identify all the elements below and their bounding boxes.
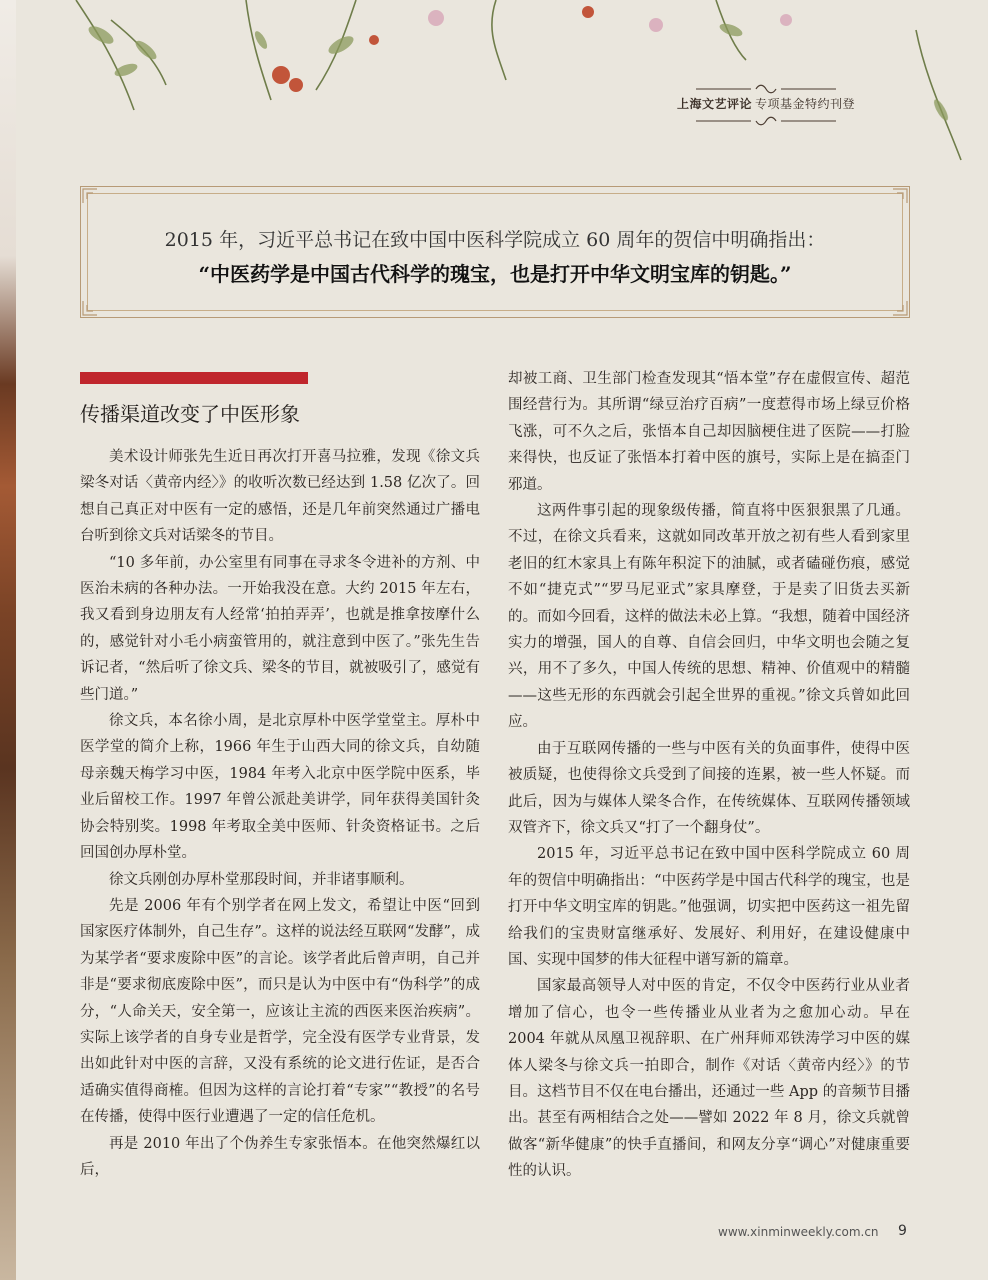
paragraph: “10 多年前，办公室里有同事在寻求冬令进补的方剂、中医治未病的各种办法。一开始我没在意。大约 2015 年左右，我又看到身边朋友有人经常‘拍拍弄弄’，也就是推拿按摩什么的，感觉针对小毛小病蛮管用的，就注意到中医了。”张先生告诉记者，“然后听了徐文兵、梁冬的节目，就被吸引了，感觉有些门道。” <box>80 554 480 703</box>
paragraph: 先是 2006 年有个别学者在网上发文，希望让中医“回到国家医疗体制外，自己生存”。这样的说法经互联网“发酵”，成为某学者“要求废除中医”的言论。该学者此后曾声明，自己并非是“要求彻底废除中医”，而只是认为中医中有“伪科学”的成分，“人命关天，安全第一，应该让主流的西医来医治疾病”。实际上该学者的自身专业是哲学，完全没有医学专业背景，发出如此针对中医的言辞，又没有系统的论文进行佐证，是否合适确实值得商榷。但因为这样的言论打着“专家”“教授”的名号在传播，使得中医行业遭遇了一定的信任危机。 <box>80 897 480 1126</box>
pull-quote-box <box>80 186 910 318</box>
sponsor-label <box>676 95 856 112</box>
pull-quote-text: “中医药学是中国古代科学的瑰宝，也是打开中华文明宝库的钥匙。” <box>198 262 792 286</box>
sponsor-brand: 上海文艺评论 <box>676 97 752 111</box>
paragraph: 徐文兵刚创办厚朴堂那段时间，并非诸事顺利。 <box>109 871 414 888</box>
sponsor-badge <box>676 84 856 126</box>
sponsor-suffix: 专项基金特约刊登 <box>755 97 856 111</box>
page-number: 9 <box>898 1223 907 1239</box>
botanical-stems <box>76 0 961 160</box>
corner-ornament <box>81 187 99 205</box>
left-photo-strip <box>0 0 16 1280</box>
paragraph: 徐文兵，本名徐小周，是北京厚朴中医学堂堂主。厚朴中医学堂的简介上称，1966 年生于山西大同的徐文兵，自幼随母亲魏天梅学习中医，1984 年考入北京中医学院中医系，毕业后留校工作。1997 年曾公派赴美讲学，同年获得美国针灸协会特别奖。1998 年考取全美中医师、针灸资格证书。之后回国创办厚朴堂。 <box>80 713 480 862</box>
ornament-bottom <box>696 116 836 126</box>
pull-quote-intro: 2015 年，习近平总书记在致中国中医科学院成立 60 周年的贺信中明确指出： <box>164 229 826 251</box>
paragraph-continuation: 却被工商、卫生部门检查发现其“悟本堂”存在虚假宣传、超范围经营行为。其所谓“绿豆治疗百病”一度惹得市场上绿豆价格飞涨，可不久之后，张悟本自己却因脑梗住进了医院——打脸来得快，也反证了张悟本打着中医的旗号，实际上是在搞歪门邪道。 <box>508 371 910 493</box>
paragraph: 美术设计师张先生近日再次打开喜马拉雅，发现《徐文兵梁冬对话〈黄帝内经〉》的收听次数已经达到 1.58 亿次了。回想自己真正对中医有一定的感悟，还是几年前突然通过广播电台听到徐文兵对话梁冬的节目。 <box>80 449 480 545</box>
corner-ornament <box>891 299 909 317</box>
paragraph: 由于互联网传播的一些与中医有关的负面事件，使得中医被质疑，也使得徐文兵受到了间接的连累，被一些人怀疑。而此后，因为与媒体人梁冬合作，在传统媒体、互联网传播领域双管齐下，徐文兵又“打了一个翻身仗”。 <box>508 740 910 836</box>
footer-url: www.xinminweekly.com.cn <box>718 1225 879 1239</box>
paragraph: 再是 2010 年出了个伪养生专家张悟本。在他突然爆红以后， <box>80 1135 480 1178</box>
corner-ornament <box>891 187 909 205</box>
section-heading: 传播渠道改变了中医形象 <box>80 402 300 426</box>
paragraph: 这两件事引起的现象级传播，简直将中医狠狠黑了几通。不过，在徐文兵看来，这就如同改革开放之初有些人看到家里老旧的红木家具上有陈年积淀下的油腻，或者磕碰伤痕，感觉不如“捷克式”“罗马尼亚式”家具摩登，于是卖了旧货去买新的。而如今回看，这样的做法未必上算。“我想，随着中国经济实力的增强，国人的自尊、自信会回归，中华文明也会随之复兴，用不了多久，中国人传统的思想、精神、价值观中的精髓——这些无形的东西就会引起全世界的重视。”徐文兵曾如此回应。 <box>508 503 910 731</box>
left-column <box>80 444 480 1183</box>
pull-quote-inner-frame <box>87 193 903 311</box>
section-accent-bar <box>80 372 308 384</box>
ornament-top <box>696 84 836 94</box>
right-column <box>508 366 910 1185</box>
paragraph: 2015 年，习近平总书记在致中国中医科学院成立 60 周年的贺信中明确指出：“中医药学是中国古代科学的瑰宝，也是打开中华文明宝库的钥匙。”他强调，切实把中医药这一祖先留给我们的宝贵财富继承好、发展好、利用好，在建设健康中国、实现中国梦的伟大征程中谱写新的篇章。 <box>508 846 910 968</box>
corner-ornament <box>81 299 99 317</box>
paragraph: 国家最高领导人对中医的肯定，不仅令中医药行业从业者增加了信心，也令一些传播业从业者为之愈加心动。早在 2004 年就从凤凰卫视辞职、在广州拜师邓铁涛学习中医的媒体人梁冬与徐文兵一拍即合，制作《对话〈黄帝内经〉》的节目。这档节目不仅在电台播出，还通过一些 App 的音频节目播出。甚至有两相结合之处——譬如 2022 年 8 月，徐文兵就曾做客“新华健康”的快手直播间，和网友分享“调心”对健康重要性的认识。 <box>508 978 910 1180</box>
